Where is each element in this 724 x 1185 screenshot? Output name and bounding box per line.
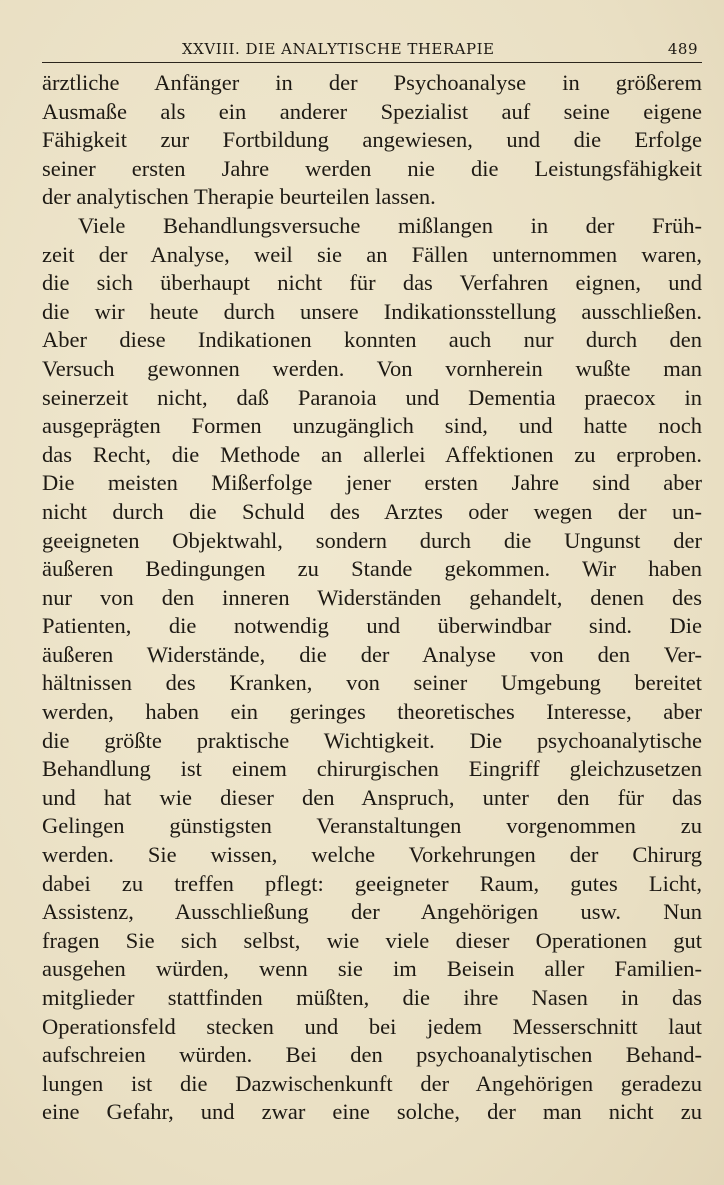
text-line: seiner ersten Jahre werden nie die Leistungsfähigkeit	[42, 155, 702, 181]
text-line: Operationsfeld stecken und bei jedem Messerschnitt laut	[42, 1013, 702, 1039]
running-title: XXVIII. DIE ANALYTISCHE THERAPIE	[182, 40, 495, 58]
text-line: dabei zu treffen pflegt: geeigneter Raum, gutes Licht,	[42, 870, 702, 896]
text-line: werden. Sie wissen, welche Vorkehrungen der Chirurg	[42, 842, 702, 868]
body-text	[42, 69, 702, 1127]
text-line: die sich überhaupt nicht für das Verfahren eignen, und	[42, 270, 702, 296]
text-line: aufschreien würden. Bei den psychoanalytischen Behand-	[42, 1042, 702, 1068]
text-line: seinerzeit nicht, daß Paranoia und Dementia praecox in	[42, 384, 702, 410]
text-line: Behandlung ist einem chirurgischen Eingriff gleichzusetzen	[42, 756, 702, 782]
text-line: nicht durch die Schuld des Arztes oder wegen der un-	[42, 498, 702, 524]
text-line: lungen ist die Dazwischenkunft der Angehörigen geradezu	[42, 1070, 702, 1096]
text-line: das Recht, die Methode an allerlei Affektionen zu erproben.	[42, 441, 702, 467]
text-line: mitglieder stattfinden müßten, die ihre Nasen in das	[42, 985, 702, 1010]
text-line: Fähigkeit zur Fortbildung angewiesen, und die Erfolge	[42, 127, 702, 153]
text-line: Assistenz, Ausschließung der Angehörigen usw. Nun	[42, 899, 702, 925]
text-line: der analytischen Therapie beurteilen lassen.	[42, 184, 436, 210]
text-line: geeigneten Objektwahl, sondern durch die Ungunst der	[42, 527, 702, 553]
book-page	[42, 40, 702, 1127]
text-line: Patienten, die notwendig und überwindbar sind. Die	[42, 613, 702, 639]
paragraph-start-line: Viele Behandlungsversuche mißlangen in der Früh-	[78, 212, 702, 238]
text-line: eine Gefahr, und zwar eine solche, der man nicht zu	[42, 1099, 702, 1125]
text-line: fragen Sie sich selbst, wie viele dieser Operationen gut	[42, 927, 702, 953]
running-header	[42, 40, 702, 60]
text-line: Versuch gewonnen werden. Von vornherein wußte man	[42, 355, 702, 381]
text-line: Gelingen günstigsten Veranstaltungen vorgenommen zu	[42, 813, 702, 839]
text-line: die größte praktische Wichtigkeit. Die psychoanalytische	[42, 727, 702, 753]
page-number: 489	[667, 40, 698, 58]
header-rule	[42, 62, 702, 63]
text-line: hältnissen des Kranken, von seiner Umgebung bereitet	[42, 670, 702, 696]
text-line: äußeren Bedingungen zu Stande gekommen. Wir haben	[42, 556, 702, 582]
text-line: werden, haben ein geringes theoretisches Interesse, aber	[42, 699, 702, 725]
text-line: ausgeprägten Formen unzugänglich sind, und hatte noch	[42, 413, 702, 439]
text-line: die wir heute durch unsere Indikationsstellung ausschließen.	[42, 298, 702, 324]
text-line: Ausmaße als ein anderer Spezialist auf seine eigene	[42, 98, 702, 124]
text-line: und hat wie dieser den Anspruch, unter den für das	[42, 784, 702, 810]
text-line: Aber diese Indikationen konnten auch nur durch den	[42, 327, 702, 353]
text-line: zeit der Analyse, weil sie an Fällen unternommen waren,	[42, 241, 702, 267]
text-line: äußeren Widerstände, die der Analyse von den Ver-	[42, 641, 702, 667]
text-line: Die meisten Mißerfolge jener ersten Jahre sind aber	[42, 470, 702, 496]
text-line: nur von den inneren Widerständen gehandelt, denen des	[42, 584, 702, 610]
text-line: ausgehen würden, wenn sie im Beisein aller Familien-	[42, 956, 702, 982]
text-line: ärztliche Anfänger in der Psychoanalyse in größerem	[42, 70, 702, 95]
